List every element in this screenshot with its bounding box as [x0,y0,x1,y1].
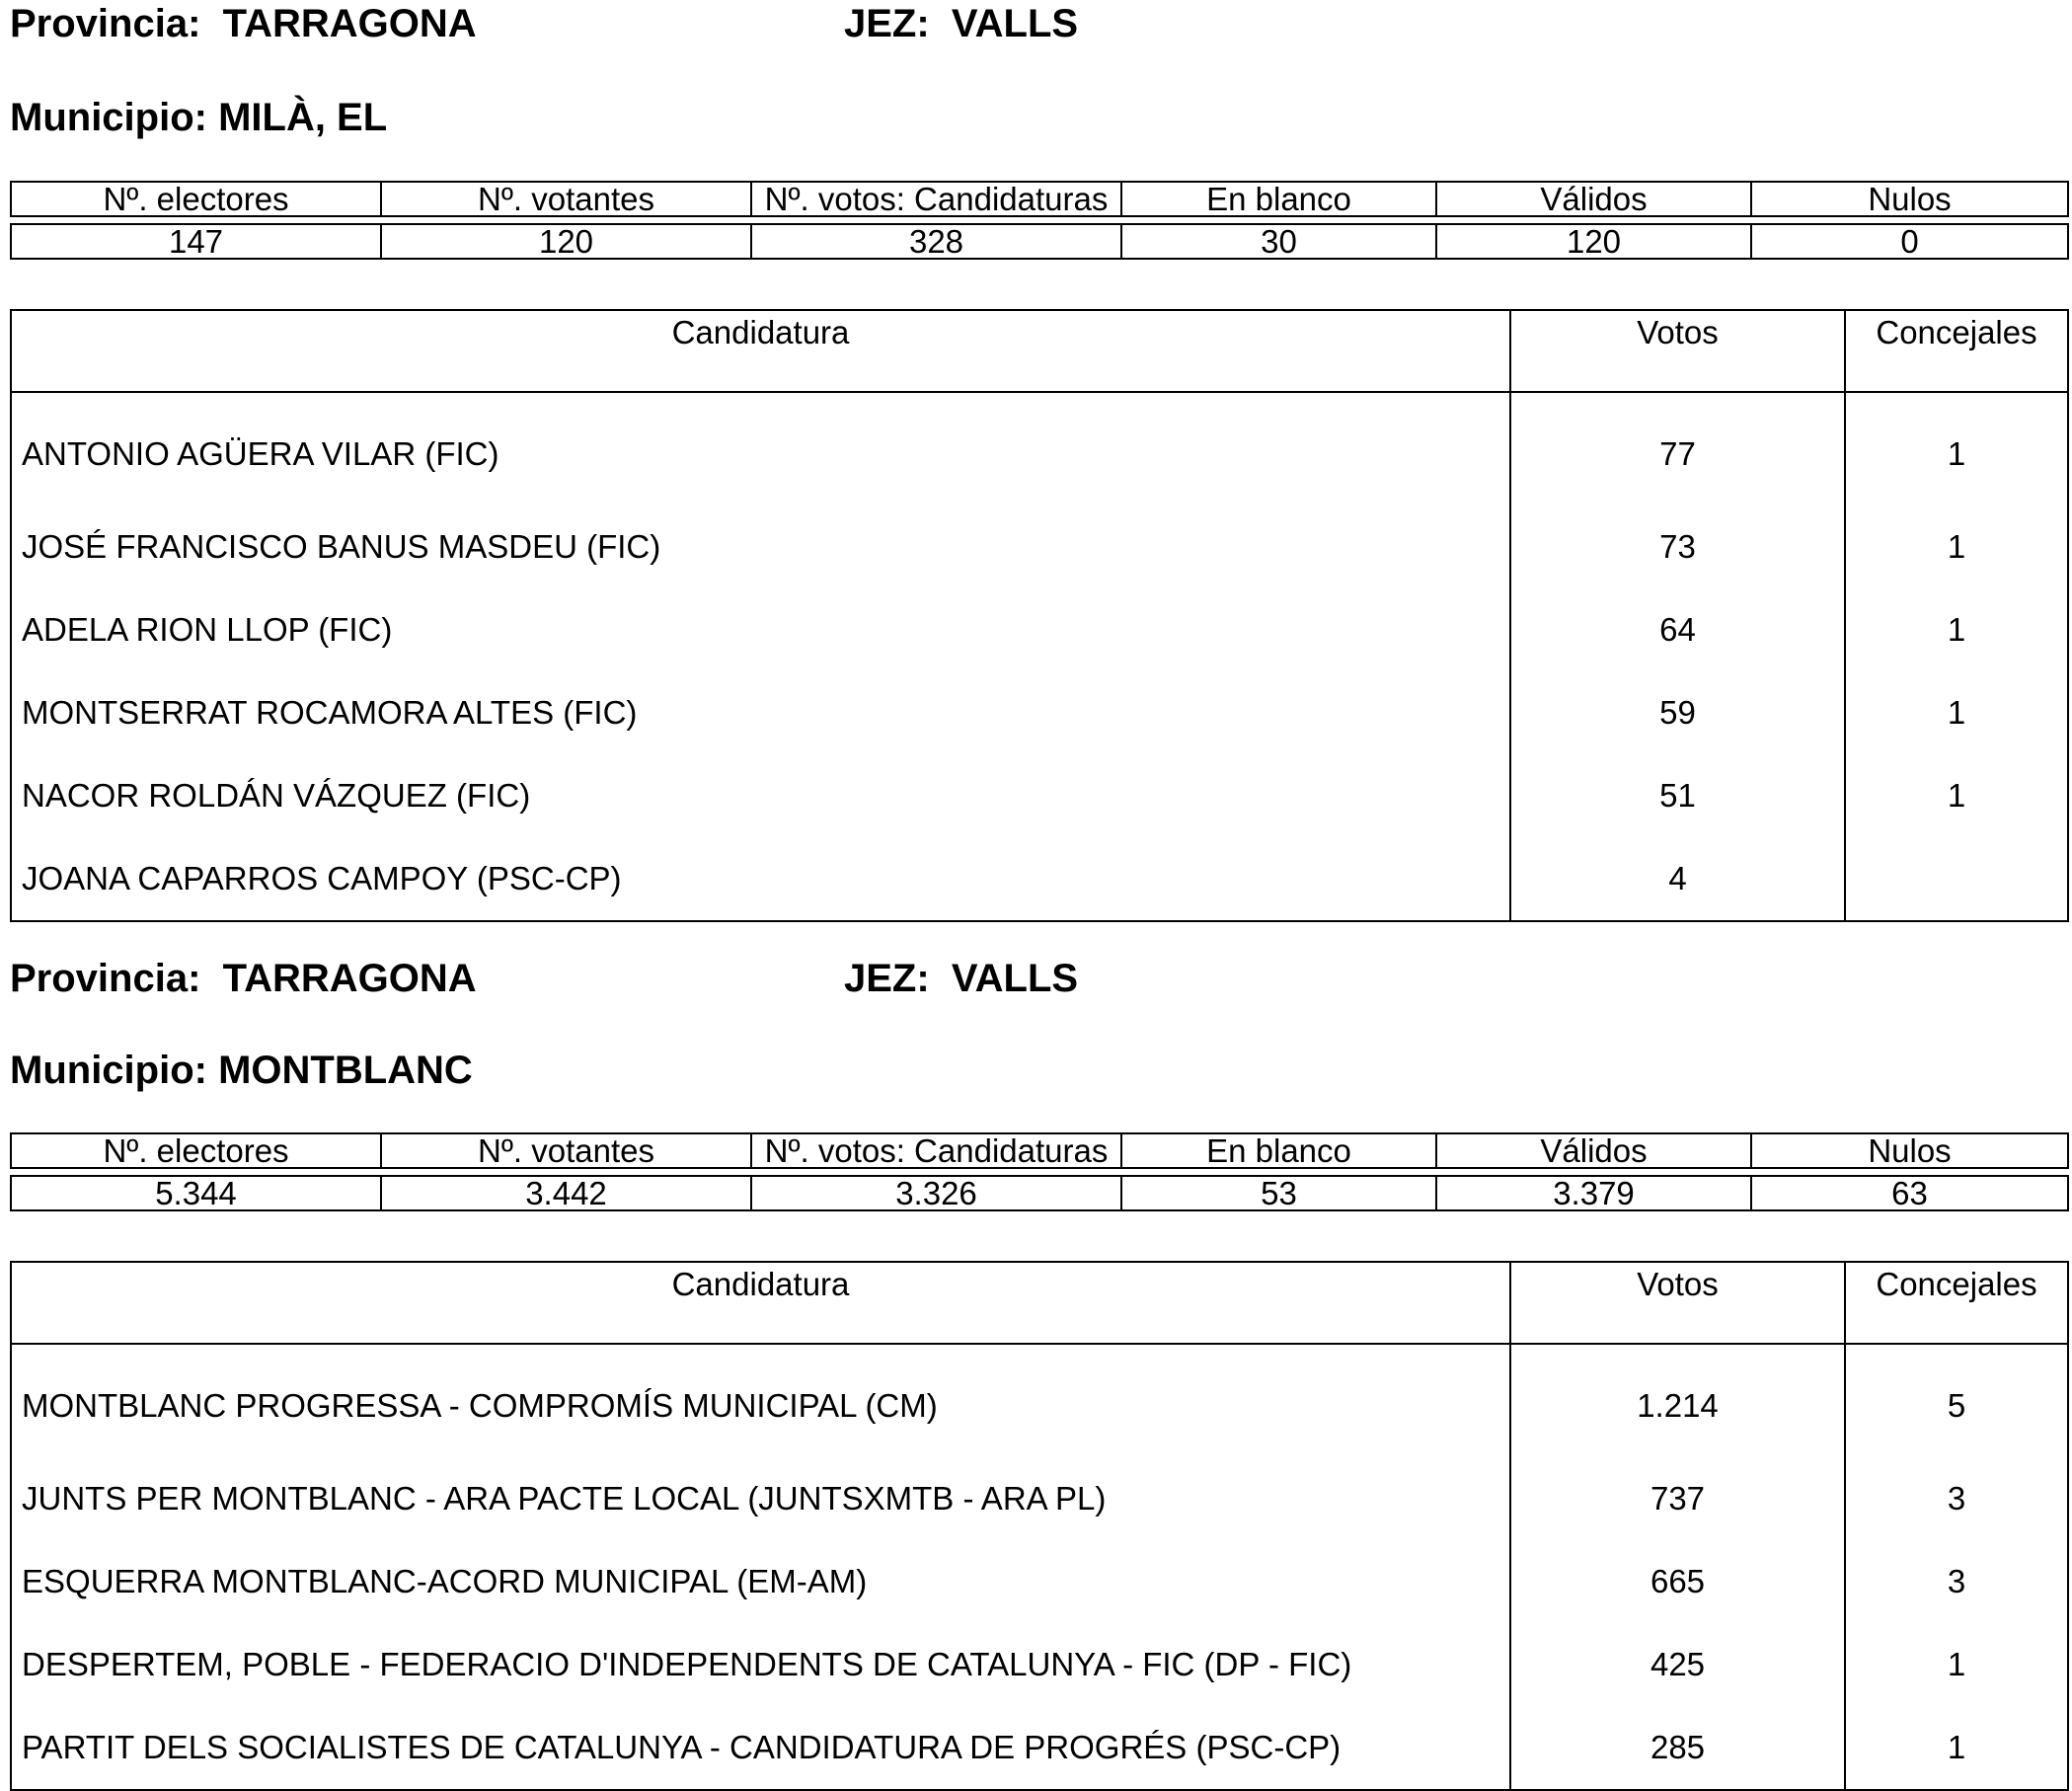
stat-header-nulos: Nulos [1751,1133,2068,1168]
stat-header-validos: Válidos [1436,1133,1751,1168]
stats-value-row [11,1176,2068,1210]
header-candidatura: Candidatura [11,310,1510,392]
table-row [11,1706,2068,1790]
stat-value-votos-candidaturas: 3.326 [751,1176,1121,1210]
stats-header-row [11,182,2068,216]
stat-header-votos-candidaturas: Nº. votos: Candidaturas [751,182,1121,216]
candidate-name: JUNTS PER MONTBLANC - ARA PACTE LOCAL (JUNTSXMTB - ARA PL) [11,1457,1510,1540]
candidate-votos: 285 [1510,1706,1845,1790]
stat-header-en-blanco: En blanco [1121,1133,1436,1168]
stat-value-votantes: 3.442 [381,1176,751,1210]
stat-header-validos: Válidos [1436,182,1751,216]
stat-value-votos-candidaturas: 328 [751,224,1121,259]
candidate-concejales: 1 [1947,435,1966,472]
candidates-table [10,1261,2069,1791]
candidate-concejales: 1 [1947,1729,1966,1765]
table-row [11,1457,2068,1540]
stat-value-electores: 147 [11,224,381,259]
stats-table [10,181,2069,260]
candidate-name: ANTONIO AGÜERA VILAR (FIC) [11,392,1510,506]
candidate-name: JOANA CAPARROS CAMPOY (PSC-CP) [11,837,1510,921]
candidate-votos: 665 [1510,1540,1845,1623]
candidates-table [10,309,2069,922]
candidate-votos: 64 [1510,588,1845,671]
candidate-name: ESQUERRA MONTBLANC-ACORD MUNICIPAL (EM-AM) [11,1540,1510,1623]
table-row [11,837,2068,921]
header-votos: Votos [1510,1262,1845,1344]
candidate-votos: 73 [1510,506,1845,588]
table-row [11,506,2068,588]
candidate-concejales: 3 [1947,1480,1966,1517]
header-concejales: Concejales [1845,310,2068,392]
provincia-heading: Provincia: TARRAGONA [10,957,477,1000]
header-candidatura: Candidatura [11,1262,1510,1344]
candidate-name: NACOR ROLDÁN VÁZQUEZ (FIC) [11,754,1510,837]
stat-value-en-blanco: 30 [1121,224,1436,259]
stat-header-votantes: Nº. votantes [381,1133,751,1168]
stats-header-row [11,1133,2068,1168]
candidate-votos: 737 [1510,1457,1845,1540]
candidate-concejales: 1 [1947,611,1966,648]
candidate-votos: 51 [1510,754,1845,837]
stat-value-validos: 120 [1436,224,1751,259]
candidate-votos: 1.214 [1510,1344,1845,1457]
stat-header-electores: Nº. electores [11,1133,381,1168]
candidates-header-row [11,1262,2068,1344]
candidate-concejales: 1 [1947,694,1966,731]
table-row [11,1344,2068,1457]
stat-value-validos: 3.379 [1436,1176,1751,1210]
stats-value-row [11,224,2068,259]
candidate-votos: 59 [1510,671,1845,754]
candidate-name: MONTSERRAT ROCAMORA ALTES (FIC) [11,671,1510,754]
candidate-name: PARTIT DELS SOCIALISTES DE CATALUNYA - CANDIDATURA DE PROGRÉS (PSC-CP) [11,1706,1510,1790]
candidate-concejales: 1 [1947,1646,1966,1682]
municipio-heading: Municipio: MONTBLANC [10,1049,473,1092]
stat-value-en-blanco: 53 [1121,1176,1436,1210]
stat-header-votos-candidaturas: Nº. votos: Candidaturas [751,1133,1121,1168]
table-row [11,1540,2068,1623]
candidate-name: MONTBLANC PROGRESSA - COMPROMÍS MUNICIPAL (CM) [11,1344,1510,1457]
candidate-votos: 425 [1510,1623,1845,1706]
table-row [11,1623,2068,1706]
candidate-votos: 4 [1510,837,1845,921]
table-row [11,588,2068,671]
stat-header-nulos: Nulos [1751,182,2068,216]
table-row [11,754,2068,837]
stat-header-electores: Nº. electores [11,182,381,216]
candidate-concejales [1845,837,2068,921]
stat-header-en-blanco: En blanco [1121,182,1436,216]
candidate-concejales: 1 [1947,528,1966,565]
candidate-concejales: 3 [1947,1563,1966,1599]
candidate-name: ADELA RION LLOP (FIC) [11,588,1510,671]
table-row [11,671,2068,754]
stat-value-nulos: 63 [1751,1176,2068,1210]
candidate-name: JOSÉ FRANCISCO BANUS MASDEU (FIC) [11,506,1510,588]
candidate-concejales: 1 [1947,777,1966,814]
stats-table [10,1132,2069,1211]
stat-value-nulos: 0 [1751,224,2068,259]
header-concejales: Concejales [1845,1262,2068,1344]
stat-value-electores: 5.344 [11,1176,381,1210]
stat-header-votantes: Nº. votantes [381,182,751,216]
candidate-name: DESPERTEM, POBLE - FEDERACIO D'INDEPENDENTS DE CATALUNYA - FIC (DP - FIC) [11,1623,1510,1706]
candidates-header-row [11,310,2068,392]
stat-value-votantes: 120 [381,224,751,259]
municipio-heading: Municipio: MILÀ, EL [10,96,388,139]
header-votos: Votos [1510,310,1845,392]
candidate-concejales: 5 [1947,1387,1966,1424]
candidate-votos: 77 [1510,392,1845,506]
jez-heading: JEZ: VALLS [844,957,1079,1000]
provincia-heading: Provincia: TARRAGONA [10,2,477,45]
jez-heading: JEZ: VALLS [844,2,1079,45]
table-row [11,392,2068,506]
